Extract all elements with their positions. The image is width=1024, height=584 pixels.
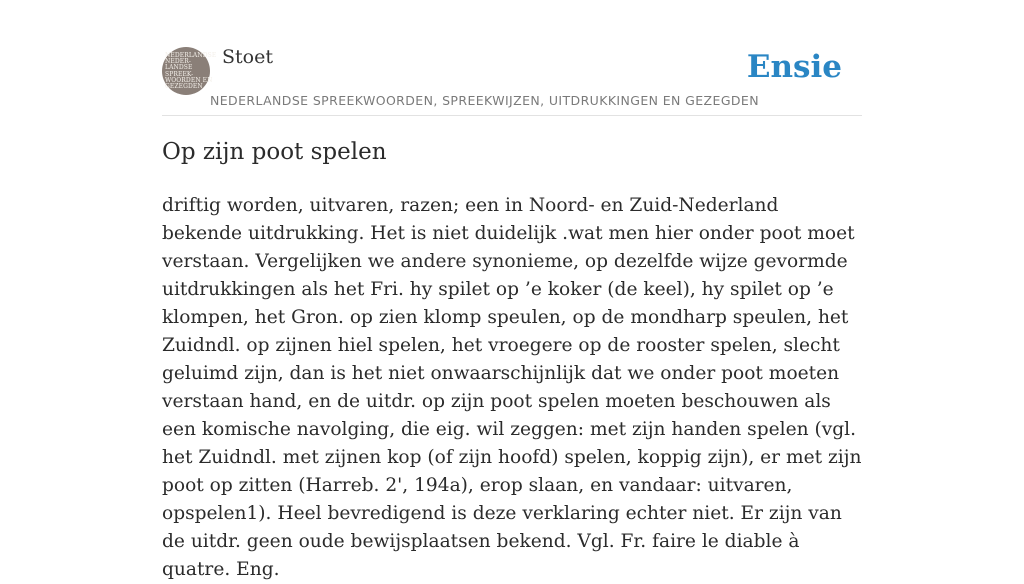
site-header (162, 46, 862, 116)
source-subtitle: NEDERLANDSE SPREEKWOORDEN, SPREEKWIJZEN, UITDRUKKINGEN EN GEZEGDEN (210, 93, 759, 108)
ensie-logo[interactable]: Ensie (746, 49, 842, 85)
entry-body: driftig worden, uitvaren, razen; een in Noord- en Zuid-Nederland bekende uitdrukking. Het is niet duidelijk .wat men hier onder poot moet verstaan. Vergelijken we andere synonieme, op dezelfde wijze gevormde uitdrukkingen als het Fri. hy spilet op ’e koker (de keel), hy spilet op ’e klompen, het Gron. op zien klomp speulen, op de mondharp speulen, het Zuidndl. op zijnen hiel spelen, het vroegere op de rooster spelen, slecht geluimd zijn, dan is het niet onwaarschijnlijk dat we onder poot moeten verstaan hand, en de uitdr. op zijn poot spelen moeten beschouwen als een komische navolging, die eig. wil zeggen: met zijn handen spelen (vgl. het Zuidndl. met zijnen kop (of zijn hoofd) spelen, koppig zijn), er met zijn poot op zitten (Harreb. 2', 194a), erop slaan, en vandaar: uitvaren, opspelen1). Heel bevredigend is deze verklaring echter niet. Er zijn van de uitdr. geen oude bewijsplaatsen bekend. Vgl. Fr. faire le diable à quatre. Eng. (162, 195, 862, 580)
source-name[interactable]: Stoet (222, 46, 273, 68)
entry-title: Op zijn poot spelen (162, 139, 387, 165)
source-avatar[interactable] (162, 47, 217, 95)
avatar-book-cover-text: NEDERLANDSE NEDER- LANDSE SPREEK- WOORDEN EN GEZEGDEN (165, 52, 217, 91)
